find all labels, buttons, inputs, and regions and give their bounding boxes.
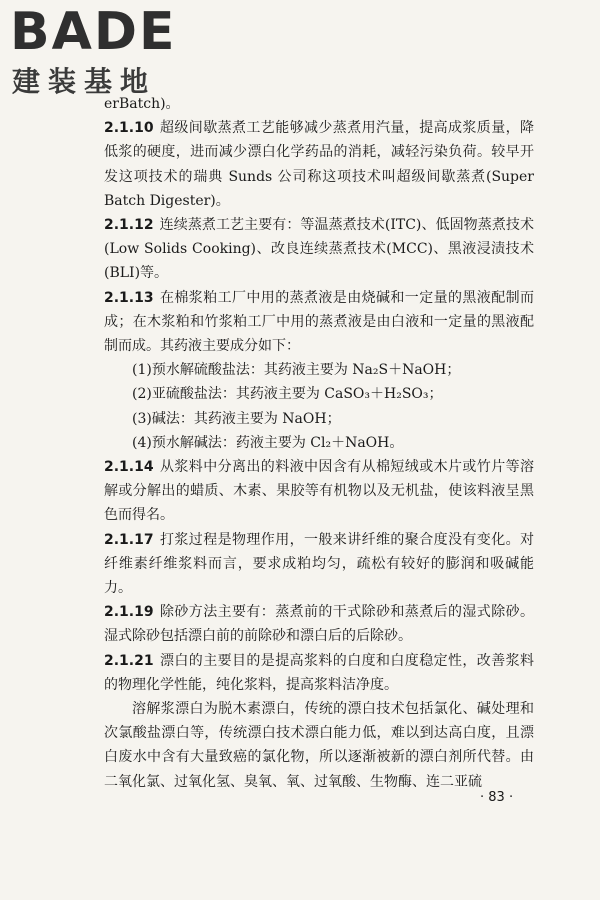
- clause-number: 2.1.13: [104, 289, 154, 306]
- clause-number: 2.1.10: [104, 120, 154, 137]
- clause-number: 2.1.14: [104, 459, 154, 476]
- clause-text: 连续蒸煮工艺主要有：等温蒸煮技术(ITC)、低固物蒸煮技术(Low Solids Cooking)、改良连续蒸煮技术(MCC)、黑液浸渍技术(BLI)等。: [104, 217, 534, 282]
- clause-2-1-13: [104, 286, 534, 359]
- clause-2-1-10: [104, 116, 534, 213]
- clause-text: 打浆过程是物理作用，一般来讲纤维的聚合度没有变化。对纤维素纤维浆料而言，要求成粕均匀，疏松有较好的膨润和吸碱能力。: [104, 531, 534, 597]
- clause-2-1-14: [104, 455, 534, 528]
- clause-number: 2.1.17: [104, 531, 154, 548]
- clause-number: 2.1.12: [104, 217, 154, 234]
- clause-2-1-19: [104, 600, 534, 648]
- clause-number: 2.1.21: [104, 652, 154, 669]
- continued-fragment: erBatch)。: [104, 96, 180, 112]
- clause-2-1-21: [104, 649, 534, 697]
- clause-text: 超级间歇蒸煮工艺能够减少蒸煮用汽量，提高成浆质量，降低浆的硬度，进而减少漂白化学药品的消耗，减轻污染负荷。较早开发这项技术的瑞典 Sunds 公司称这项技术叫超级间歇蒸煮(Super Batch Digester)。: [104, 120, 534, 209]
- list-item: (4)预水解碱法：药液主要为 Cl₂＋NaOH。: [132, 434, 404, 451]
- logo: [6, 2, 176, 98]
- list-item: (2)亚硫酸盐法：其药液主要为 CaSO₃＋H₂SO₃；: [132, 386, 443, 403]
- page-number: · 83 ·: [480, 790, 514, 805]
- clause-text: 在棉浆粕工厂中用的蒸煮液是由烧碱和一定量的黑液配制而成；在木浆粕和竹浆粕工厂中用的蒸煮液是由白液和一定量的黑液配制而成。其药液主要成分如下：: [104, 289, 534, 355]
- logo-cjk-text: 建装基地: [12, 65, 157, 98]
- list-item: (1)预水解硫酸盐法：其药液主要为 Na₂S＋NaOH；: [132, 362, 461, 379]
- clause-text: 除砂方法主要有：蒸煮前的干式除砂和蒸煮后的湿式除砂。湿式除砂包括漂白前的前除砂和漂白后的后除砂。: [104, 604, 534, 645]
- list-item: (3)碱法：其药液主要为 NaOH；: [132, 410, 341, 427]
- last-paragraph: 溶解浆漂白为脱木素漂白，传统的漂白技术包括氯化、碱处理和次氯酸盐漂白等，传统漂白技术漂白能力低，难以到达高白度，且漂白废水中含有大量致癌的氯化物，所以逐渐被新的漂白剂所代替。由二氧化氯、过氧化氢、臭氧、氧、过氧酸、生物酶、连二亚硫: [104, 701, 534, 790]
- clause-text: 漂白的主要目的是提高浆料的白度和白度稳定性，改善浆料的物理化学性能，纯化浆料，提高浆料洁净度。: [104, 652, 534, 693]
- clause-text: 从浆料中分离出的料液中因含有从棉短绒或木片或竹片等溶解或分解出的蜡质、木素、果胶等有机物以及无机盐，使该料液呈黑色而得名。: [104, 459, 534, 524]
- page-content: [104, 92, 534, 794]
- logo-latin-text: BADE: [10, 2, 177, 62]
- clause-2-1-12: [104, 213, 534, 286]
- clause-number: 2.1.19: [104, 604, 154, 621]
- clause-2-1-17: [104, 528, 534, 601]
